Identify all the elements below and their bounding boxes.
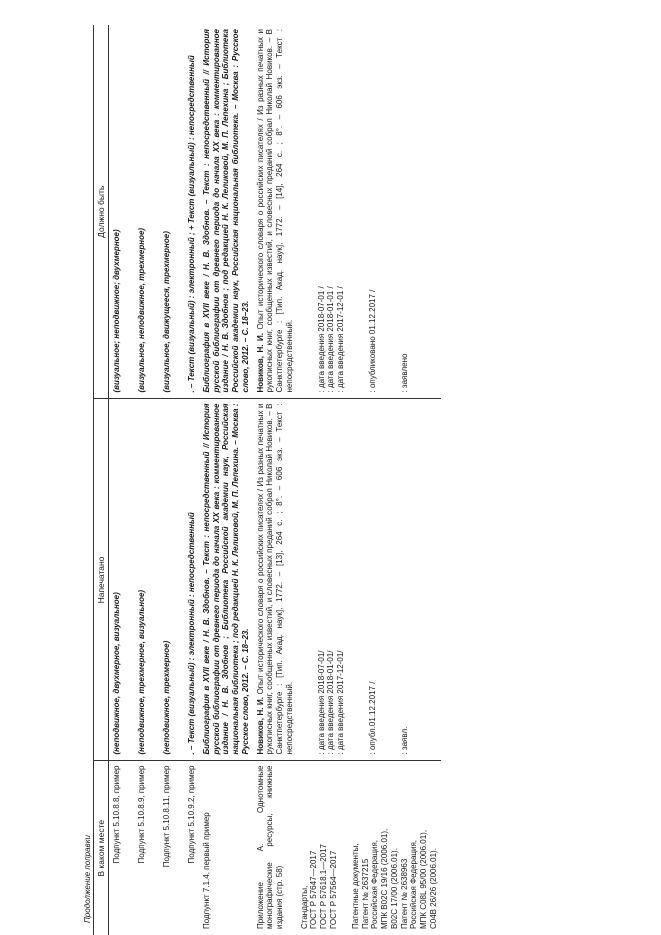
should-be-cell: Библиография в XVII веке / Н. В. Здобнов. – Текст : непосредственный // История русской библиографии от древнего периода до начала XX века : комментированное издание / Н. В. Здобнов ; под редакцией Н. К. Леликовой, М. П. Лепехина ; Библиотека Российской академии наук, Российская национальная библиотека. – Москва : Русское слово, 2012. – С. 18–23. [199,25,253,399]
printed-cell [253,399,297,761]
table-row [134,25,159,935]
place-line: ГОСТ Р 57647—2017 [309,850,319,929]
place-line: Стандарты, [299,885,309,929]
place-cell: Приложение А. Однотомные монографические ресурсы, книжные издания (стр. 58) [255,765,284,929]
printed-cell: Библиография в XVII веке / Н. В. Здобнов. – Текст : непосредственный // История русской библиографии от древнего периода до начала XX века : комментированное издание / Н. В. Здобнов ; Библиотека Российской академии наук, Российская национальная библиотека ; под редакцией Н. К. Леликовой, М. П. Лепехина. – Москва : Русское слово, 2012. – С. 18–23. [199,399,253,761]
author-name: Новиков, Н. И. [255,333,265,393]
place-cell: Подпункт 7.1.4, первый пример [201,812,211,929]
table-row [297,25,348,935]
should-be-cell [297,25,348,399]
place-line: Патент № 2638963 [399,858,409,929]
place-line: Российская Федерация, [409,839,419,929]
place-line: ГОСТ Р 57564—2017 [328,850,338,929]
table-row [199,25,253,935]
date-line: : дата введения 2018-01-01/ [326,650,336,755]
author-name: Новиков, Н. И. [255,696,265,755]
record-text: Опыт исторического словаря о российских писателях / Из разных печатных и рукописных книг, сообщенных известий, и словесных преданий собрал Николай Новиков. – В Санктпетербурге : [Тип. Акад. наук], 1772. – [14], 264 с. ; 8°. – 606 экз. – Текст : непосредственный. [255,28,294,393]
header-should-be: Должно быть [94,25,109,399]
application-note: : заявлено [399,353,409,393]
table-row [159,25,184,935]
place-cell: Подпункт 5.10.8.8, пример [112,765,121,864]
printed-cell: . – Текст (визуальный) : электронный : непосредственный [184,399,199,761]
publication-note: : опубл.01.12.2017 / [367,681,377,755]
header-row [94,25,109,935]
should-be-cell: (визуальное, движущееся, трехмерное) [159,25,184,399]
date-line: : дата введения 2017-12-01/ [336,650,345,755]
application-note: : заявл. [399,726,409,755]
place-cell: Подпункт 5.10.8.11, пример [162,765,171,868]
should-be-cell: . – Текст (визуальный) : электронный ; + Текст (визуальный) : непосредственный [184,25,199,399]
header-place: В каком месте [94,761,109,935]
should-be-cell [253,25,297,399]
should-be-cell: (визуальное; неподвижное; двухмерное) [109,25,135,399]
place-line: B02C 17/00 (2006.01). [389,848,399,929]
table-row [253,25,297,935]
table-row [109,25,135,935]
printed-cell: (неподвижное, трехмерное) [159,399,184,761]
table-row [184,25,199,935]
place-line: C04B 26/26 (2006.01). [428,848,438,929]
place-line: Патентные документы, [350,843,360,929]
should-be-cell: (визуальное, неподвижное, трехмерное) [134,25,159,399]
place-cell: Подпункт 5.10.9.2, пример [187,765,196,864]
place-cell [297,761,348,935]
printed-cell [297,399,348,761]
table-caption: Продолжение поправки [83,835,92,923]
place-cell: Подпункт 5.10.8.9, пример [137,765,146,864]
place-line: МПК B02C 19/16 (2006.01), [380,828,389,929]
record-text: Опыт исторического словаря о российских писателях / Из разных печатных и рукописных книг, сообщенных известий, и словесных преданий собрал Николай Новиков. – В Санктпетербурге : [Тип. Акад. наук], 1772. – [13], 264 с. ; 8°. – 606 экз. – Текст : непосредственный. [255,403,294,755]
printed-cell [348,399,441,761]
place-line: Российская Федерация, [370,839,380,929]
header-printed: Напечатано [94,399,109,761]
date-line: : дата введения 2018-07-01 / [316,286,326,393]
place-line: МПК C08L 95/00 (2006.01), [419,829,428,929]
publication-note: : опубликовано 01.12.2017 / [367,289,377,393]
date-line: : дата введения 2017-12-01 / [336,286,345,393]
printed-cell: (неподвижное, двухмерное, визуальное) [109,399,135,761]
printed-cell: (неподвижное, трехмерное, визуальное) [134,399,159,761]
place-line: Патент № 2637215 [360,858,370,929]
date-line: : дата введения 2018-01-01 / [326,286,336,393]
table-row [348,25,441,935]
place-line: ГОСТ Р 57618.1—2017 [319,844,328,929]
should-be-cell [348,25,441,399]
place-cell [348,761,441,935]
corrections-table [93,25,441,935]
date-line: : дата введения 2018-07-01/ [316,650,326,755]
